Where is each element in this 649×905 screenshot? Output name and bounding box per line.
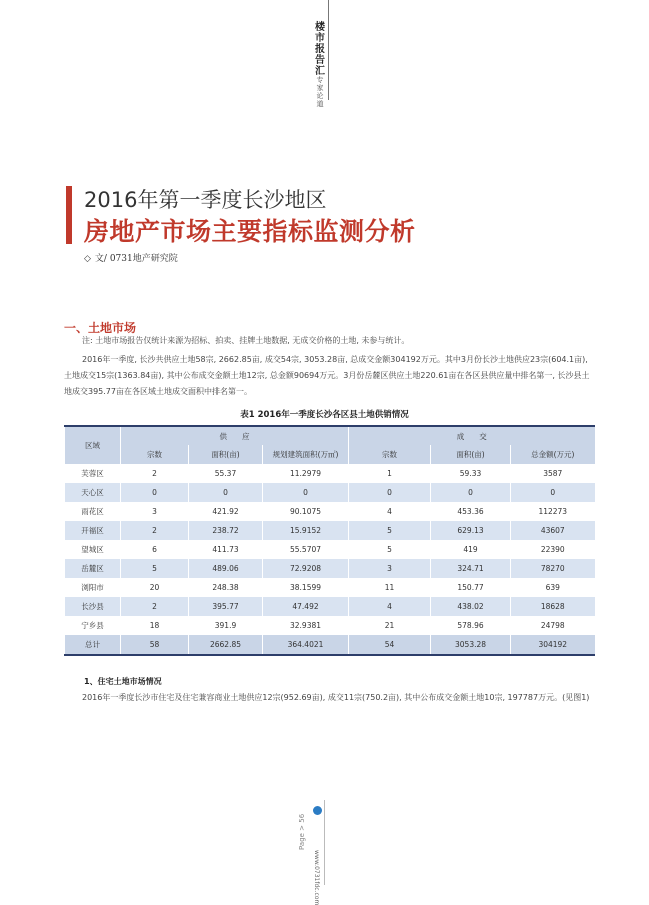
cell-district: 浏阳市 [65, 578, 121, 597]
subsection-paragraph: 2016年一季度长沙市住宅及住宅兼容商业土地供应12宗(952.69亩), 成交11宗(750.2亩), 其中公布成交金额土地10宗, 197787万元。(见图1) [82, 693, 590, 702]
sidebar-rule [328, 0, 329, 100]
cell-value: 1 [349, 464, 431, 483]
section-paragraph: 2016年一季度, 长沙共供应土地58宗, 2662.85亩, 成交54宗, 3053.28亩, 总成交金额304192万元。其中3月份长沙土地供应23宗(604.1亩), 土地成交15宗(1363.84亩), 其中公布成交金额土地12宗, 总金额90694万元。3月份岳麓区供应土地220.61亩在各区县供应量中排名第一, 长沙县土地成交395.77亩在各区域土地成交面积中排名第一。 [64, 355, 590, 396]
cell-value: 238.72 [189, 521, 263, 540]
cell-value: 411.73 [189, 540, 263, 559]
cell-value: 11.2979 [263, 464, 349, 483]
table-row [65, 559, 595, 578]
cell-value: 489.06 [189, 559, 263, 578]
cell-district: 长沙县 [65, 597, 121, 616]
cell-total-value: 54 [349, 635, 431, 655]
cell-value: 0 [349, 483, 431, 502]
cell-district: 开福区 [65, 521, 121, 540]
article-title-line1: 2016年第一季度长沙地区 [84, 188, 327, 212]
subheader-2: 规划建筑面积(万㎡) [263, 445, 349, 464]
table-row [65, 597, 595, 616]
cell-value: 421.92 [189, 502, 263, 521]
cell-value: 6 [121, 540, 189, 559]
cell-value: 0 [511, 483, 595, 502]
cell-value: 72.9208 [263, 559, 349, 578]
table-row [65, 521, 595, 540]
page-number: Page > 56 [298, 813, 306, 850]
cell-value: 18 [121, 616, 189, 635]
cell-value: 3587 [511, 464, 595, 483]
cell-district: 岳麓区 [65, 559, 121, 578]
cell-value: 43607 [511, 521, 595, 540]
cell-total-value: 2662.85 [189, 635, 263, 655]
article-title-line2: 房地产市场主要指标监测分析 [84, 217, 416, 246]
cell-value: 3 [121, 502, 189, 521]
cell-value: 112273 [511, 502, 595, 521]
title-accent-bar [66, 186, 72, 244]
cell-total-value: 58 [121, 635, 189, 655]
cell-value: 59.33 [431, 464, 511, 483]
header-supply: 供 应 [121, 426, 349, 445]
cell-value: 391.9 [189, 616, 263, 635]
section-title-land-market: 一、土地市场 [64, 321, 137, 335]
cell-value: 47.492 [263, 597, 349, 616]
section-note: 注: 土地市场报告仅统计来源为招标、拍卖、挂牌土地数据, 无成交价格的土地, 未参与统计。 [82, 336, 410, 345]
cell-value: 0 [189, 483, 263, 502]
cell-value: 639 [511, 578, 595, 597]
subheader-4: 面积(亩) [431, 445, 511, 464]
cell-value: 0 [431, 483, 511, 502]
cell-value: 55.5707 [263, 540, 349, 559]
cell-value: 38.1599 [263, 578, 349, 597]
cell-value: 419 [431, 540, 511, 559]
table-row [65, 483, 595, 502]
cell-value: 18628 [511, 597, 595, 616]
logo-icon [313, 806, 322, 815]
cell-district: 芙蓉区 [65, 464, 121, 483]
cell-value: 11 [349, 578, 431, 597]
cell-value: 32.9381 [263, 616, 349, 635]
cell-value: 2 [121, 597, 189, 616]
cell-value: 629.13 [431, 521, 511, 540]
table-row [65, 578, 595, 597]
cell-district: 天心区 [65, 483, 121, 502]
subheader-1: 面积(亩) [189, 445, 263, 464]
cell-total-value: 364.4021 [263, 635, 349, 655]
subheader-3: 宗数 [349, 445, 431, 464]
table-row [65, 464, 595, 483]
cell-value: 438.02 [431, 597, 511, 616]
cell-total-value: 304192 [511, 635, 595, 655]
cell-value: 5 [349, 521, 431, 540]
footer-url: www.0731fdc.com [313, 850, 320, 905]
cell-value: 78270 [511, 559, 595, 578]
footer-rule [324, 800, 325, 885]
table-total-row [65, 635, 595, 655]
cell-value: 20 [121, 578, 189, 597]
cell-value: 0 [121, 483, 189, 502]
cell-value: 22390 [511, 540, 595, 559]
author-line [84, 251, 178, 264]
table-caption: 表1 2016年一季度长沙各区县土地供销情况 [240, 410, 409, 420]
cell-value: 4 [349, 597, 431, 616]
table-row [65, 540, 595, 559]
cell-value: 2 [121, 464, 189, 483]
cell-value: 15.9152 [263, 521, 349, 540]
header-region: 区域 [65, 426, 121, 464]
land-supply-table [64, 425, 595, 656]
cell-total-value: 3053.28 [431, 635, 511, 655]
cell-value: 3 [349, 559, 431, 578]
table-row [65, 502, 595, 521]
cell-value: 5 [349, 540, 431, 559]
diamond-icon: ◇ [84, 254, 91, 264]
cell-value: 90.1075 [263, 502, 349, 521]
cell-district: 望城区 [65, 540, 121, 559]
cell-value: 395.77 [189, 597, 263, 616]
sidebar-sublabel: 专家论道 [316, 76, 324, 108]
cell-district: 雨花区 [65, 502, 121, 521]
cell-value: 324.71 [431, 559, 511, 578]
cell-value: 248.38 [189, 578, 263, 597]
cell-value: 150.77 [431, 578, 511, 597]
cell-value: 5 [121, 559, 189, 578]
subheader-5: 总金额(万元) [511, 445, 595, 464]
sidebar-label: 楼市报告汇 [315, 22, 325, 77]
subheader-0: 宗数 [121, 445, 189, 464]
cell-value: 24798 [511, 616, 595, 635]
cell-value: 453.36 [431, 502, 511, 521]
cell-value: 55.37 [189, 464, 263, 483]
cell-value: 4 [349, 502, 431, 521]
cell-value: 0 [263, 483, 349, 502]
author-text: 文/ 0731地产研究院 [94, 254, 178, 264]
header-deal: 成 交 [349, 426, 595, 445]
cell-district: 宁乡县 [65, 616, 121, 635]
subsection-title: 1、住宅土地市场情况 [84, 677, 162, 686]
cell-value: 21 [349, 616, 431, 635]
table-row [65, 616, 595, 635]
cell-value: 578.96 [431, 616, 511, 635]
cell-total-label: 总计 [65, 635, 121, 655]
cell-value: 2 [121, 521, 189, 540]
